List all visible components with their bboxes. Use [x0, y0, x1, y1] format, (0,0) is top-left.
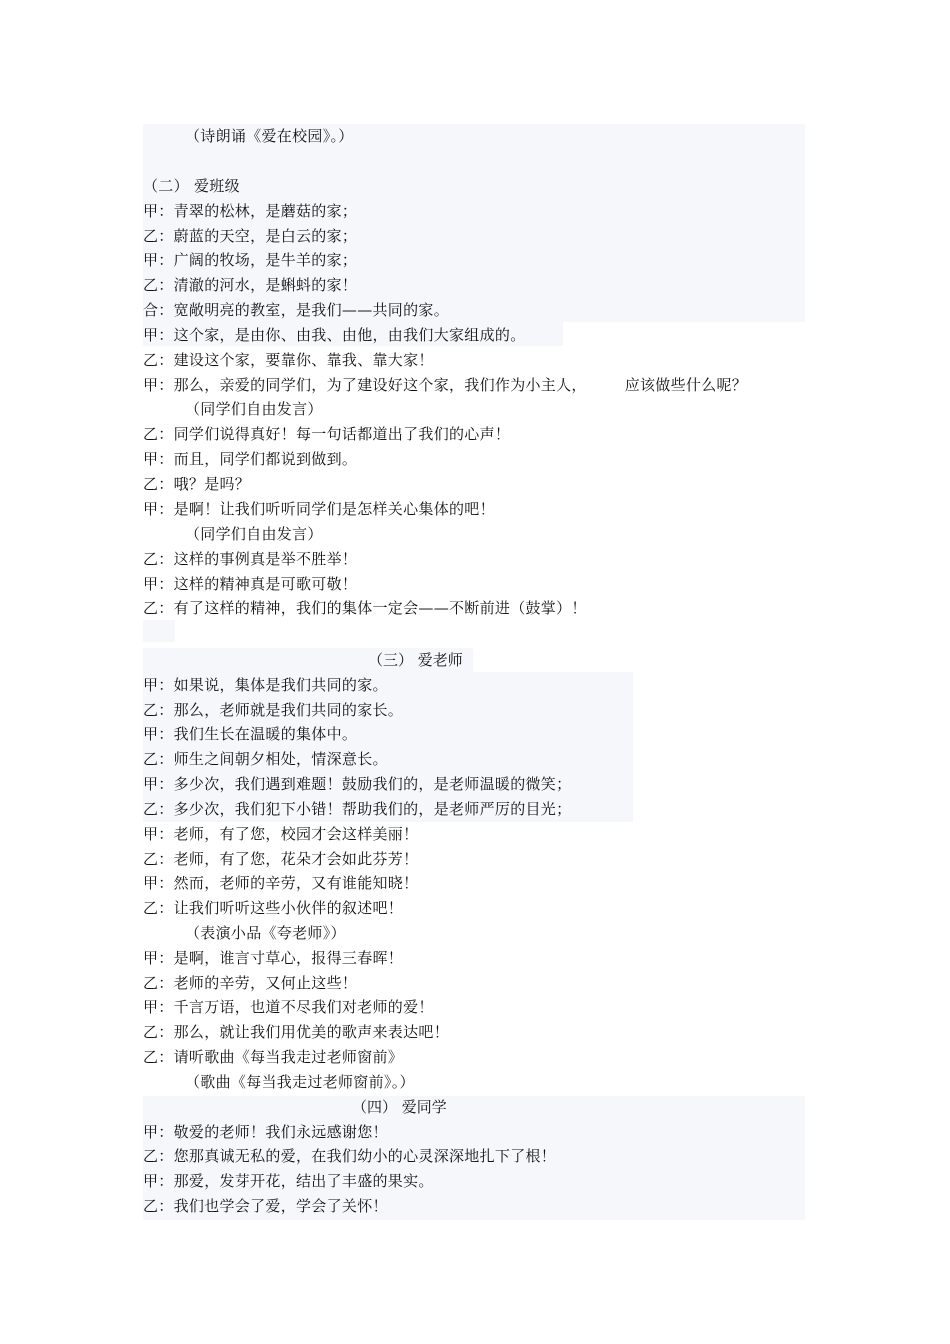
script-line-part-b: 应该做些什么呢？: [624, 376, 748, 394]
script-line-part-a: 甲：那么，亲爱的同学们，为了建设好这个家，我们作为小主人，: [143, 376, 587, 394]
script-line: 乙：哦？是吗？: [143, 475, 251, 493]
script-line: 甲：敬爱的老师！我们永远感谢您！: [143, 1123, 388, 1141]
poem-note: （诗朗诵《爱在校园》。）: [185, 127, 354, 145]
script-line: 合：宽敞明亮的教室，是我们——共同的家。: [143, 301, 450, 319]
stage-note: （表演小品《夸老师》）: [185, 924, 346, 942]
script-line: 甲：如果说，集体是我们共同的家。: [143, 676, 388, 694]
section-heading-teacher: （三） 爱老师: [368, 651, 463, 669]
script-line: 乙：那么，老师就是我们共同的家长。: [143, 701, 404, 719]
script-line: 乙：这样的事例真是举不胜举！: [143, 550, 358, 568]
script-line-long: [143, 373, 747, 397]
stage-note: （歌曲《每当我走过老师窗前》。）: [185, 1073, 415, 1091]
stage-note: （同学们自由发言）: [185, 400, 323, 418]
script-line: 乙：我们也学会了爱，学会了关怀！: [143, 1197, 388, 1215]
script-line: 乙：同学们说得真好！每一句话都道出了我们的心声！: [143, 425, 511, 443]
script-line: 乙：请听歌曲《每当我走过老师窗前》: [143, 1048, 404, 1066]
script-line: 甲：这个家，是由你、由我、由他，由我们大家组成的。: [143, 326, 526, 344]
script-line: 甲：是啊，谁言寸草心，报得三春晖！: [143, 949, 404, 967]
section-heading-class: （二） 爱班级: [143, 177, 240, 195]
stage-note: （同学们自由发言）: [185, 525, 323, 543]
script-line: 甲：这样的精神真是可歌可敬！: [143, 575, 358, 593]
script-line: 乙：老师，有了您，花朵才会如此芬芳！: [143, 850, 419, 868]
script-line: 甲：是啊！让我们听听同学们是怎样关心集体的吧！: [143, 500, 495, 518]
script-line: 乙：清澈的河水，是蝌蚪的家！: [143, 276, 358, 294]
script-line: 甲：而且，同学们都说到做到。: [143, 450, 358, 468]
script-line: 乙：那么，就让我们用优美的歌声来表达吧！: [143, 1023, 450, 1041]
script-line: 乙：多少次，我们犯下小错！帮助我们的，是老师严厉的目光；: [143, 800, 572, 818]
script-line: 甲：老师，有了您，校园才会这样美丽！: [143, 825, 419, 843]
script-line: 甲：那爱，发芽开花，结出了丰盛的果实。: [143, 1172, 434, 1190]
script-line: 甲：广阔的牧场，是牛羊的家；: [143, 251, 358, 269]
script-line: 甲：多少次，我们遇到难题！鼓励我们的，是老师温暖的微笑；: [143, 775, 572, 793]
script-line: 甲：我们生长在温暖的集体中。: [143, 725, 358, 743]
script-line: 甲：然而，老师的辛劳，又有谁能知晓！: [143, 874, 419, 892]
shaded-block-3: [143, 620, 175, 642]
script-line: 乙：师生之间朝夕相处，情深意长。: [143, 750, 388, 768]
script-line: 乙：让我们听听这些小伙伴的叙述吧！: [143, 899, 404, 917]
script-line: 甲：千言万语，也道不尽我们对老师的爱！: [143, 998, 434, 1016]
section-heading-classmates: （四） 爱同学: [352, 1098, 447, 1116]
script-line: 乙：有了这样的精神，我们的集体一定会——不断前进（鼓掌）！: [143, 599, 587, 617]
script-line: 乙：老师的辛劳，又何止这些！: [143, 974, 358, 992]
script-line: 乙：您那真诚无私的爱，在我们幼小的心灵深深地扎下了根！: [143, 1147, 557, 1165]
script-line: 甲：青翠的松林，是蘑菇的家；: [143, 202, 358, 220]
script-line: 乙：建设这个家，要靠你、靠我、靠大家！: [143, 351, 434, 369]
script-line: 乙：蔚蓝的天空，是白云的家；: [143, 227, 358, 245]
